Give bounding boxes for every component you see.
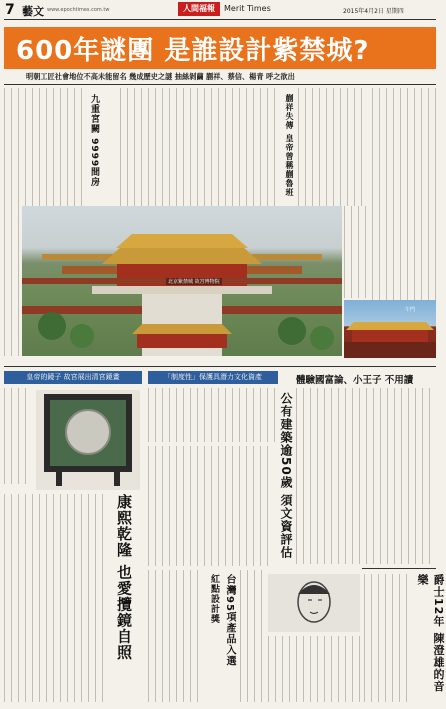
masthead-brand: Merit Times (224, 4, 271, 13)
banner-rule (4, 84, 436, 85)
gate-photo (344, 300, 436, 358)
mirror-article-text-top (4, 388, 30, 484)
masthead-date: 2015年4月2日 星期四 (343, 8, 404, 15)
banner-subtitle: 明朝工匠社會地位不高未能留名 幾成歷史之謎 抽絲剝繭 蒯祥、蔡信、楊青 呼之欲出 (26, 72, 295, 81)
heritage-article-text-top (148, 388, 278, 442)
section-divider (4, 366, 436, 367)
right-section-divider (362, 568, 436, 569)
heritage-section-header: 「制度性」保護具潛力文化資產 (148, 371, 278, 384)
masthead-url: www.epochtimes.com.tw (47, 7, 110, 13)
heritage-headline: 公有建築逾50歲 須文資評估 (279, 392, 293, 559)
portrait-article-text (268, 636, 360, 702)
mirror-headline: 康熙乾隆 也愛攬鏡自照 (115, 494, 133, 661)
reddot-headline-sub: 台灣95項產品入選 (224, 574, 235, 667)
section-name: 藝文 (22, 5, 44, 18)
article-mid-heading: 蒯祥失傳 皇帝曾稱蒯魯班 (285, 94, 294, 197)
mirror-screen-illustration (36, 390, 140, 490)
masthead (0, 0, 440, 26)
mirror-section-header: 皇帝的鏡子 故宮展出清宮鏡畫 (4, 371, 142, 384)
economics-headline: 體驗國富論、小王子 不用讀 (296, 375, 414, 386)
article-column-mid (298, 88, 368, 206)
article-column-left (120, 88, 280, 206)
article-column-far-left (4, 88, 82, 206)
masthead-rule (4, 19, 436, 20)
article-side-heading: 九重宮闕 9999間房 (89, 94, 99, 188)
article-column-under-right (344, 206, 370, 298)
jazz-headline: 爵士12年 陳澄雄的音樂 (416, 574, 445, 693)
heritage-article-text (148, 446, 274, 566)
main-photo-caption: 北京紫禁城 故宮博物院 (168, 279, 220, 285)
jazz-article-text (364, 574, 410, 702)
reddot-headline-main: 紅點設計獎 (209, 574, 219, 624)
banner (4, 27, 436, 69)
gate-illustration (344, 300, 436, 358)
page-number: 7 (5, 2, 15, 18)
article-column-under-left (4, 206, 20, 356)
economics-article-text (296, 388, 436, 564)
gate-photo-caption: 午門 (405, 307, 416, 313)
reddot-article-text (148, 570, 204, 702)
mirror-article-text (4, 494, 108, 702)
banner-title: 600年謎團 是誰設計紫禁城? (16, 36, 370, 66)
portrait-illustration (268, 574, 360, 632)
mirror-photo (36, 390, 140, 490)
masthead-logo: 人間福報 (178, 2, 220, 16)
article-column-right (372, 88, 436, 318)
reddot-article-text-right (240, 570, 266, 702)
